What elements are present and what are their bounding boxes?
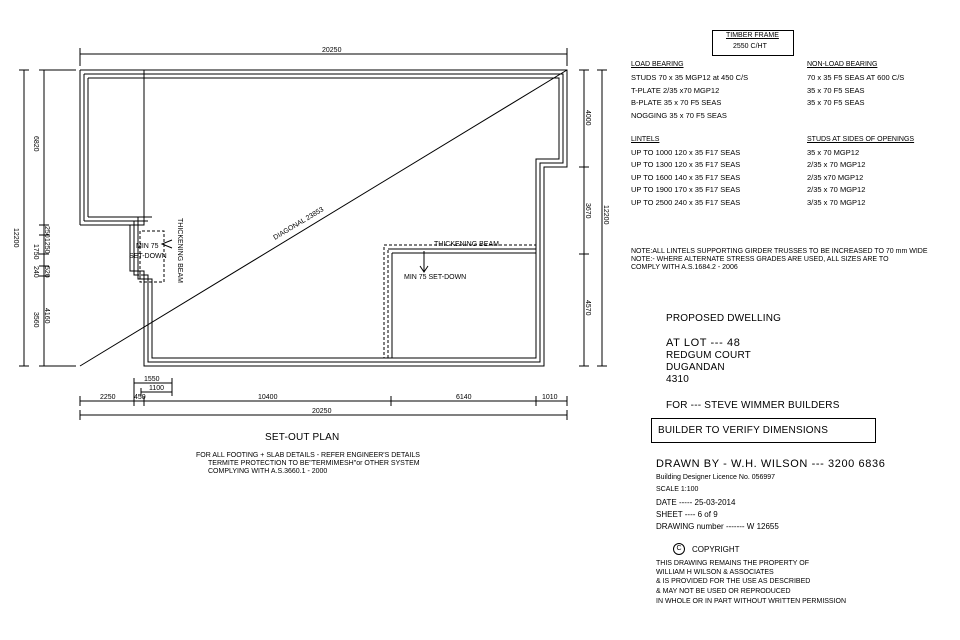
thickening-beam-right-label: THICKENING BEAM [434,241,499,248]
lintel-item: UP TO 1300 120 x 35 F17 SEAS [631,160,741,169]
copyright-icon: C [673,543,685,555]
dim-sub-1100: 1100 [149,385,165,392]
dim-left-4160: 4160 [43,308,50,324]
dim-right-4570: 4570 [584,300,591,316]
plan-note-2: TERMITE PROTECTION TO BE"TERMIMESH"or OTHER SYSTEM [208,460,420,467]
verify-dimensions-text: BUILDER TO VERIFY DIMENSIONS [658,425,829,436]
dim-left-240: 240 [32,266,39,278]
timber-note-2: NOTE:- WHERE ALTERNATE STRESS GRADES ARE USED, ALL SIZES ARE TO [631,256,889,263]
dim-left-1250: 1250 [43,238,50,254]
timber-frame-height: 2550 C/HT [733,43,767,50]
lintels-heading: LINTELS [631,136,660,143]
dim-bottom-line [80,396,567,406]
left-wall [80,70,88,225]
drawing-sheet: SHEET ---- 6 of 9 [656,510,718,519]
diagonal-label: DIAGONAL 23853 [272,206,326,242]
lintel-item: UP TO 2500 240 x 35 F17 SEAS [631,198,741,207]
project-suburb: DUGANDAN [666,362,725,373]
load-bearing-item: T-PLATE 2/35 x70 MGP12 [631,86,720,95]
copyright-line: & IS PROVIDED FOR THE USE AS DESCRIBED [656,578,811,585]
dim-bottom-total: 20250 [312,408,332,415]
drawing-number: DRAWING number ------- W 12655 [656,522,779,531]
studs-openings-item: 2/35 x 70 MGP12 [807,185,866,194]
project-title: PROPOSED DWELLING [666,313,782,324]
timber-note-1: NOTE:ALL LINTELS SUPPORTING GIRDER TRUSSES TO BE INCREASED TO 70 mm WIDE [631,248,928,255]
dim-bottom-seg-2: 450 [134,394,146,401]
dim-right-4000: 4000 [584,110,591,126]
min-setdown-left-2: SET-DOWN [129,253,167,260]
plan-note-3: COMPLYING WITH A.S.3660.1 - 2000 [208,468,328,475]
load-bearing-heading: LOAD BEARING [631,61,684,68]
setdown-step [388,249,536,358]
copyright-line: THIS DRAWING REMAINS THE PROPERTY OF [656,560,809,567]
dim-bottom-seg-5: 1010 [542,394,558,401]
load-bearing-item: STUDS 70 x 35 MGP12 at 450 C/S [631,73,749,82]
diagonal-line [80,70,567,366]
dim-bottom-seg-4: 6140 [456,394,472,401]
timber-note-3: COMPLY WITH A.S.1684.2 - 2006 [631,264,738,271]
drawing-date: DATE ----- 25-03-2014 [656,498,736,507]
copyright-heading: COPYRIGHT [692,545,740,554]
dim-left-12200: 12200 [12,228,19,248]
studs-openings-heading: STUDS AT SIDES OF OPENINGS [807,136,915,143]
dim-left-3560: 3560 [32,312,39,328]
project-client: FOR --- STEVE WIMMER BUILDERS [666,400,840,411]
dim-sub-1550: 1550 [144,376,160,383]
non-load-bearing-item: 35 x 70 F5 SEAS [807,98,865,107]
thickening-beam-right [384,245,536,358]
timber-frame-heading: TIMBER FRAME [726,32,779,39]
load-bearing-item: B-PLATE 35 x 70 F5 SEAS [631,98,722,107]
dim-left-1750: 1750 [32,244,39,260]
lintel-item: UP TO 1900 170 x 35 F17 SEAS [631,185,741,194]
dim-top-total: 20250 [322,47,342,54]
project-lot: AT LOT --- 48 [666,337,741,349]
copyright-line: & MAY NOT BE USED OR REPRODUCED [656,588,791,595]
left-wall-link [80,217,138,225]
setdown-arrow-right [420,251,428,272]
lintel-item: UP TO 1000 120 x 35 F17 SEAS [631,148,741,157]
copyright-line: IN WHOLE OR IN PART WITHOUT WRITTEN PERMISSION [656,598,847,605]
studs-openings-item: 2/35 x70 MGP12 [807,173,864,182]
drawing-scale: SCALE 1:100 [656,486,699,493]
min-setdown-right-label: MIN 75 SET-DOWN [404,274,467,281]
designer-licence: Building Designer Licence No. 056997 [656,474,776,481]
dim-left-outer [19,70,29,366]
dim-left-ext [49,70,76,366]
dim-right-12200: 12200 [602,205,609,225]
studs-openings-item: 35 x 70 MGP12 [807,148,860,157]
copyright-line: WILLIAM H WILSON & ASSOCIATES [656,569,774,576]
dim-right-3670: 3670 [584,203,591,219]
load-bearing-item: NOGGING 35 x 70 F5 SEAS [631,111,727,120]
non-load-bearing-item: 70 x 35 F5 SEAS AT 600 C/S [807,73,905,82]
non-load-bearing-heading: NON-LOAD BEARING [807,61,878,68]
lintel-item: UP TO 1600 140 x 35 F17 SEAS [631,173,741,182]
non-load-bearing-item: 35 x 70 F5 SEAS [807,86,865,95]
dim-left-520: 520 [43,266,50,278]
dim-bottom-seg-3: 10400 [258,394,278,401]
plan-note-1: FOR ALL FOOTING + SLAB DETAILS - REFER ENGINEER'S DETAILS [196,452,420,459]
project-street: REDGUM COURT [666,350,751,361]
plan-title: SET-OUT PLAN [265,432,340,443]
dim-bottom-seg-1: 2250 [100,394,116,401]
thickening-beam-left-label: THICKENING BEAM [176,218,183,283]
min-setdown-left-1: MIN 75 [136,243,159,250]
studs-openings-item: 3/35 x 70 MGP12 [807,198,866,207]
dim-left-6820: 6820 [32,136,39,152]
studs-openings-item: 2/35 x 70 MGP12 [807,160,866,169]
drawn-by: DRAWN BY - W.H. WILSON --- 3200 6836 [656,458,886,470]
dim-left-250: 250 [43,226,50,238]
project-postcode: 4310 [666,374,690,385]
